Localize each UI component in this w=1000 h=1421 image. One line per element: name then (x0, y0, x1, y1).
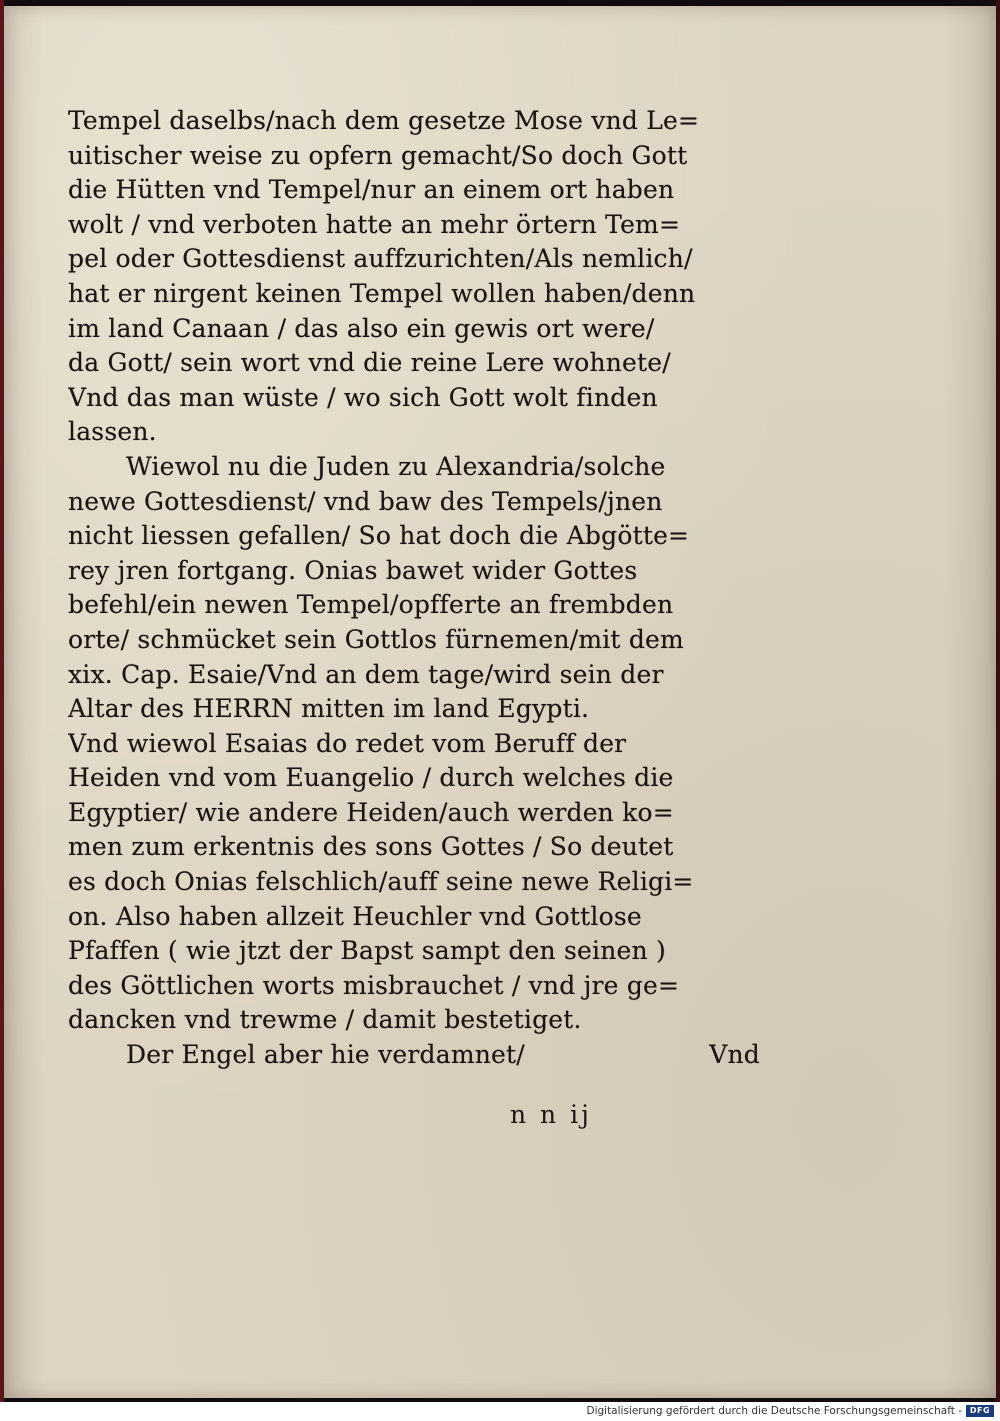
text-line: pel oder Gottesdienst auffzurichten/Als nemlich/ (68, 244, 693, 274)
text-line: uitischer weise zu opfern gemacht/So doch Gott (68, 140, 688, 170)
text-line: hat er nirgent keinen Tempel wollen haben/denn (68, 278, 696, 308)
text-line: lassen. (68, 417, 157, 447)
text-line: rey jren fortgang. Onias bawet wider Gottes (68, 555, 638, 585)
text-line: Pfaffen ( wie jtzt der Bapst sampt den seinen ) (68, 936, 666, 966)
text-line: Heiden vnd vom Euangelio / durch welches die (68, 763, 674, 793)
catchword: Vnd (709, 1040, 760, 1070)
text-line: die Hütten vnd Tempel/nur an einem ort haben (68, 175, 675, 205)
digitization-footer (0, 1402, 1000, 1421)
page-signature-mark: n n ij (510, 1100, 592, 1129)
text-line: dancken vnd trewme / damit bestetiget. (68, 1005, 582, 1035)
text-line: on. Also haben allzeit Heuchler vnd Gottlose (68, 901, 642, 931)
final-line-text: Der Engel aber hie verdamnet/ (126, 1040, 525, 1070)
page-text-block (68, 104, 768, 1073)
page-edge-right (996, 0, 1000, 1402)
text-line: Tempel daselbs/nach dem gesetze Mose vnd Le= (68, 106, 700, 135)
text-line: des Göttlichen worts misbrauchet / vnd jre ge= (68, 970, 680, 1000)
text-line: xix. Cap. Esaie/Vnd an dem tage/wird sein der (68, 659, 664, 689)
funding-credit: Digitalisierung gefördert durch die Deutsche Forschungsgemeinschaft - (586, 1405, 962, 1417)
text-line: Egyptier/ wie andere Heiden/auch werden ko= (68, 797, 674, 827)
text-line: da Gott/ sein wort vnd die reine Lere wohnete/ (68, 348, 671, 378)
text-line: befehl/ein newen Tempel/opfferte an frembden (68, 590, 674, 620)
text-line: newe Gottesdienst/ vnd baw des Tempels/jnen (68, 486, 663, 516)
text-line: Vnd wiewol Esaias do redet vom Beruff der (68, 728, 627, 758)
text-line: es doch Onias felschlich/auff seine newe Religi= (68, 867, 694, 897)
book-page (4, 6, 996, 1398)
text-line: wolt / vnd verboten hatte an mehr örtern Tem= (68, 209, 681, 239)
text-line: Altar des HERRN mitten im land Egypti. (68, 694, 590, 724)
text-line: men zum erkentnis des sons Gottes / So deutet (68, 832, 674, 862)
text-line: nicht liessen gefallen/ So hat doch die Abgötte= (68, 521, 690, 551)
dfg-logo: DFG (966, 1405, 994, 1417)
text-line: orte/ schmücket sein Gottlos fürnemen/mit dem (68, 624, 684, 654)
text-line: im land Canaan / das also ein gewis ort were/ (68, 313, 655, 343)
text-line: Vnd das man wüste / wo sich Gott wolt finden (68, 382, 658, 412)
text-line: Wiewol nu die Juden zu Alexandria/solche (126, 451, 666, 481)
text-line-final (68, 1038, 768, 1073)
